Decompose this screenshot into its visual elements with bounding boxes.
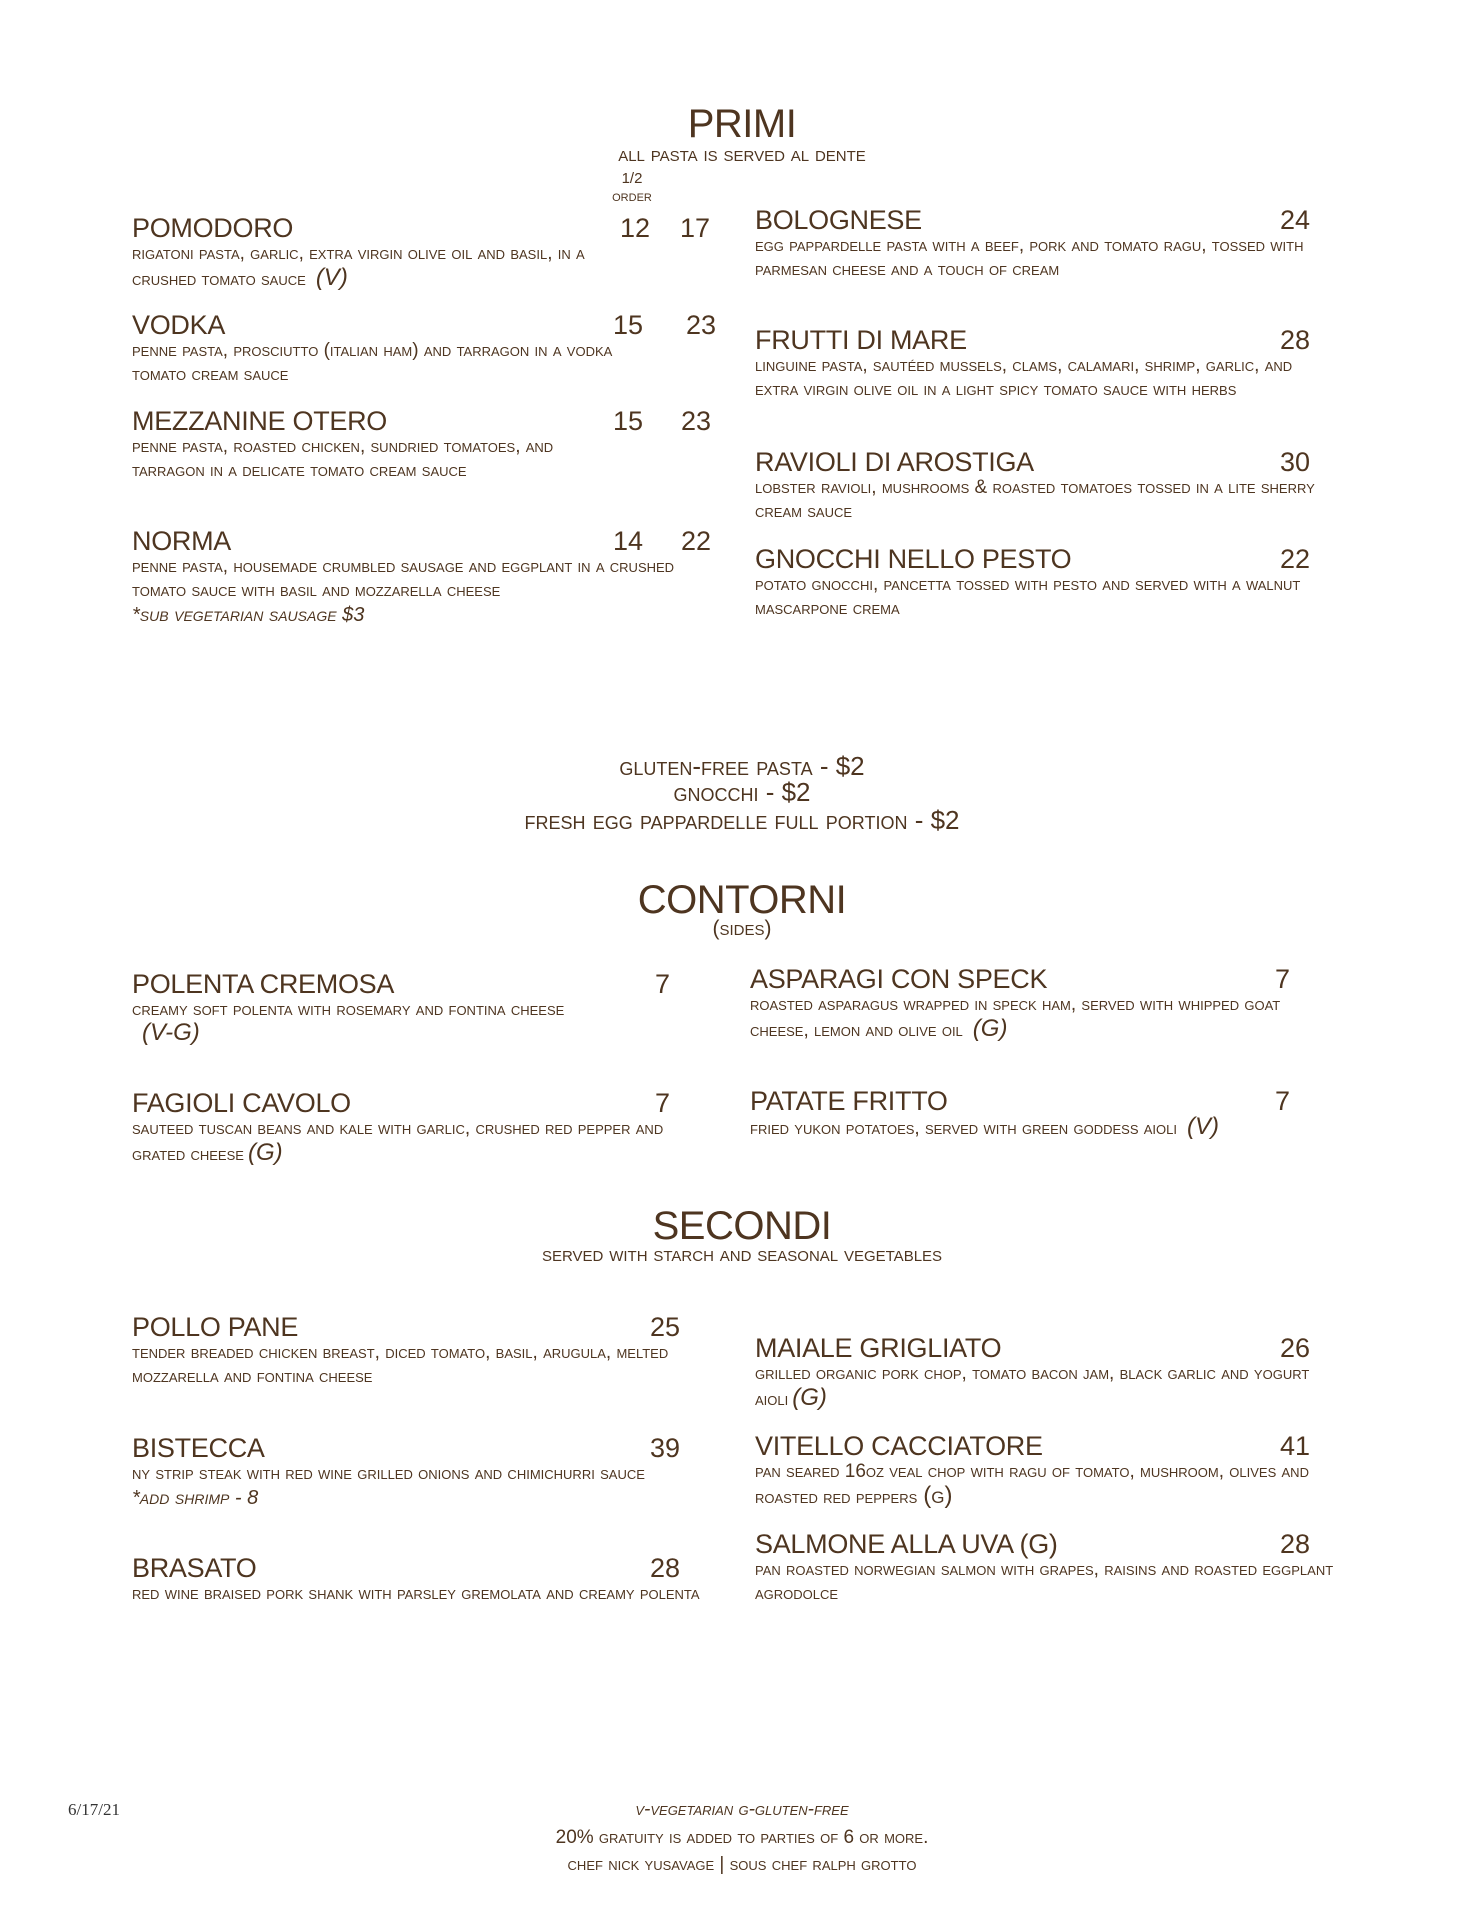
section-title-contorni: CONTORNI [637, 878, 847, 922]
item-description: pan seared 16oz veal chop with ragu of tomato, mushroom, olives and roasted red peppers (g) [755, 1461, 1309, 1509]
gratuity-notice: 20% gratuity is added to parties of 6 or more. [555, 1827, 929, 1848]
item-name: BOLOGNESE [755, 205, 922, 235]
menu-item-ravioli-di-arostiga [755, 448, 1315, 524]
item-description: ny strip steak with red wine grilled onions and chimichurri sauce [132, 1463, 645, 1484]
item-description: roasted asparagus wrapped in speck ham, served with whipped goat cheese, lemon and olive oil (G) [750, 994, 1281, 1042]
menu-item-gnocchi-nello-pesto [755, 545, 1315, 621]
item-name: ASPARAGI CON SPECK [750, 964, 1048, 994]
menu-item-pomodoro [132, 214, 622, 292]
item-description: linguine pasta, sautéed mussels, clams, calamari, shrimp, garlic, and extra virgin olive oil in a light spicy tomato sauce with herbs [755, 355, 1293, 400]
menu-item-asparagi-con-speck [750, 965, 1320, 1043]
menu-item-mezzanine-otero [132, 407, 582, 483]
item-description: tender breaded chicken breast, diced tomato, basil, arugula, melted mozzarella and fontina cheese [132, 1342, 669, 1387]
item-name: SALMONE ALLA UVA (G) [755, 1529, 1058, 1559]
upgrade-egg-pappardelle: fresh egg pappardelle full portion - $2 [524, 805, 960, 835]
item-name: POLLO PANE [132, 1312, 299, 1342]
item-price: 39 [649, 1433, 680, 1463]
item-description: rigatoni pasta, garlic, extra virgin olive oil and basil, in a crushed tomato sauce (V) [132, 243, 585, 291]
item-name: MAIALE GRIGLIATO [755, 1333, 1002, 1363]
item-price: 24 [1279, 205, 1310, 235]
item-description: sauteed tuscan beans and kale with garlic, crushed red pepper and grated cheese (G) [132, 1118, 664, 1166]
item-price: 28 [1279, 325, 1310, 355]
item-price: 41 [1279, 1431, 1310, 1461]
item-name: VODKA [132, 310, 226, 340]
item-half-price: 12 [619, 213, 650, 243]
item-name: POMODORO [132, 213, 294, 243]
order-label: order [612, 188, 652, 205]
section-subtitle-secondi: served with starch and seasonal vegetables [541, 1243, 943, 1266]
menu-item-salmone-alla-uva [755, 1530, 1335, 1606]
item-name: BRASATO [132, 1553, 257, 1583]
item-price: 26 [1279, 1333, 1310, 1363]
item-half-price: 15 [612, 406, 643, 436]
item-description: egg pappardelle pasta with a beef, pork and tomato ragu, tossed with parmesan cheese and a touch of cream [755, 235, 1304, 280]
item-price: 28 [1279, 1529, 1310, 1559]
section-title-secondi: SECONDI [652, 1204, 832, 1248]
item-price: 7 [654, 1088, 670, 1118]
section-subtitle-contorni: (sides) [712, 917, 772, 940]
section-title-primi: PRIMI [687, 102, 797, 146]
item-description: penne pasta, prosciutto (italian ham) and tarragon in a vodka tomato cream sauce [132, 340, 613, 385]
diet-tag: (g) [923, 1482, 953, 1509]
item-price: 22 [1279, 544, 1310, 574]
item-description: creamy soft polenta with rosemary and fontina cheese [132, 999, 565, 1020]
upgrade-gluten-free: gluten-free pasta - $2 [619, 751, 865, 781]
item-price: 28 [649, 1553, 680, 1583]
item-name: FRUTTI DI MARE [755, 325, 967, 355]
item-name: POLENTA CREMOSA [132, 969, 395, 999]
item-price: 7 [654, 969, 670, 999]
diet-tag: (V-G) [142, 1019, 200, 1046]
diet-tag: (G) [972, 1015, 1008, 1042]
item-name: PATATE FRITTO [750, 1086, 948, 1116]
upgrade-gnocchi: gnocchi - $2 [673, 777, 811, 807]
menu-date: 6/17/21 [68, 1800, 120, 1819]
item-price: 7 [1274, 1086, 1290, 1116]
item-note: *sub vegetarian sausage $3 [132, 604, 365, 626]
item-name: RAVIOLI DI AROSTIGA [755, 447, 1034, 477]
section-subtitle-primi: all pasta is served al dente [618, 143, 866, 166]
chef-credits: chef nick yusavage | sous chef ralph grotto [567, 1854, 917, 1875]
diet-tag: (V) [315, 264, 348, 291]
menu-item-vitello-cacciatore [755, 1432, 1315, 1510]
item-half-price: 15 [612, 310, 643, 340]
item-name: FAGIOLI CAVOLO [132, 1088, 351, 1118]
half-order-header [597, 170, 667, 206]
item-full-price: 17 [679, 213, 710, 243]
item-description: grilled organic pork chop, tomato bacon jam, black garlic and yogurt aioli (G) [755, 1363, 1310, 1411]
item-description: fried yukon potatoes, served with green goddess aioli (V) [750, 1113, 1219, 1140]
item-description: penne pasta, housemade crumbled sausage and eggplant in a crushed tomato sauce with basil and mozzarella cheese [132, 556, 675, 601]
diet-tag: (V) [1187, 1113, 1219, 1140]
diet-tag: (G) [792, 1384, 827, 1411]
item-description: pan roasted norwegian salmon with grapes, raisins and roasted eggplant agrodolce [755, 1559, 1334, 1604]
item-full-price: 23 [680, 406, 711, 436]
item-full-price: 22 [680, 526, 711, 556]
item-description: potato gnocchi, pancetta tossed with pesto and served with a walnut mascarpone crema [755, 574, 1301, 619]
item-full-price: 23 [685, 310, 716, 340]
item-description: red wine braised pork shank with parsley gremolata and creamy polenta [132, 1583, 700, 1604]
item-price: 30 [1279, 447, 1310, 477]
item-description: lobster ravioli, mushrooms & roasted tomatoes tossed in a lite sherry cream sauce [755, 477, 1315, 522]
item-name: GNOCCHI NELLO PESTO [755, 544, 1072, 574]
half-label: 1/2 [621, 170, 643, 187]
menu-item-pollo-pane [132, 1313, 672, 1389]
item-name: BISTECCA [132, 1433, 265, 1463]
item-note: *add shrimp - 8 [132, 1487, 259, 1509]
menu-item-maiale-grigliato [755, 1334, 1315, 1412]
menu-item-patate-fritto [750, 1087, 1310, 1141]
menu-item-frutti-di-mare [755, 326, 1315, 402]
item-price: 25 [649, 1312, 680, 1342]
item-description: penne pasta, roasted chicken, sundried tomatoes, and tarragon in a delicate tomato cream sauce [132, 436, 554, 481]
item-name: MEZZANINE OTERO [132, 406, 388, 436]
menu-item-vodka [132, 311, 622, 387]
item-name: NORMA [132, 526, 231, 556]
diet-legend: v-vegetarian g-gluten-free [635, 1799, 849, 1820]
menu-item-bolognese [755, 206, 1305, 282]
menu-item-polenta-cremosa [132, 970, 692, 1044]
item-price: 7 [1274, 964, 1290, 994]
diet-tag: (G) [247, 1139, 283, 1166]
item-name: VITELLO CACCIATORE [755, 1431, 1043, 1461]
item-half-price: 14 [612, 526, 643, 556]
